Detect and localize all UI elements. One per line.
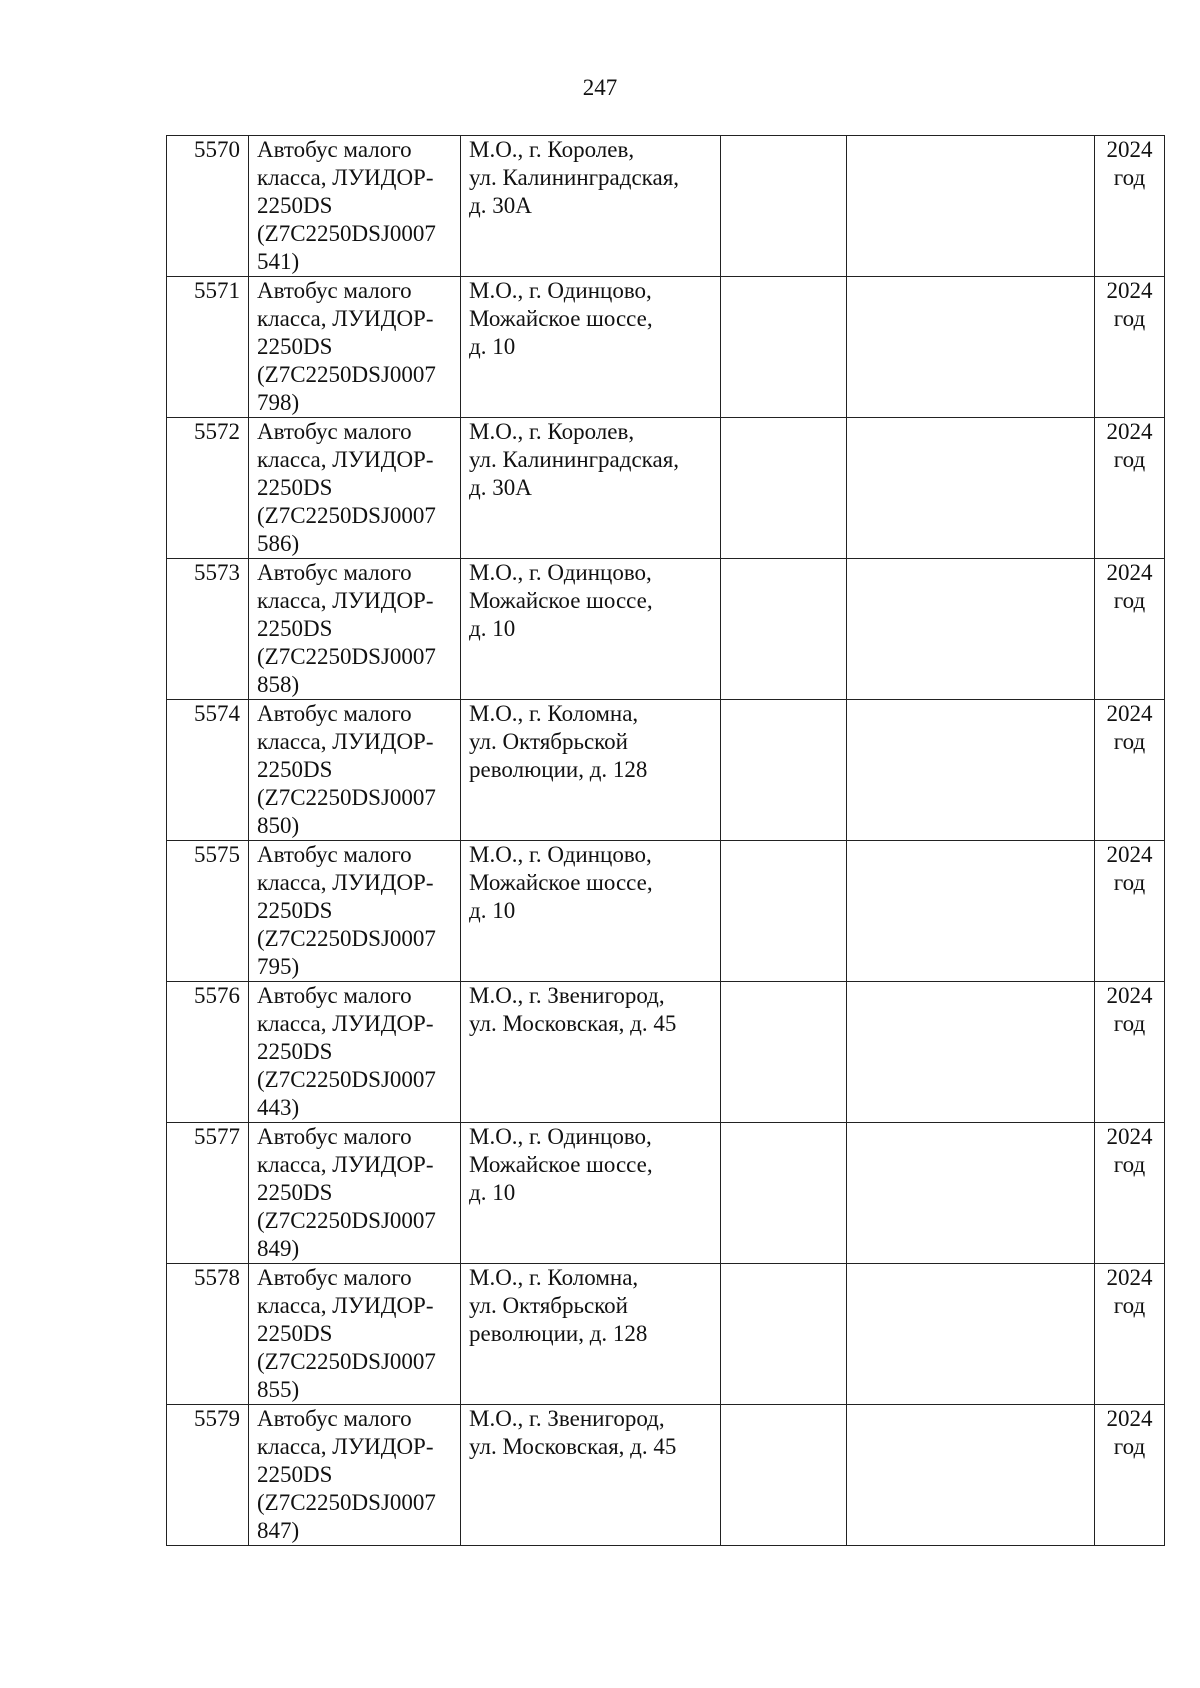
empty-cell [721, 418, 847, 559]
year-cell: 2024 год [1095, 277, 1165, 418]
address-cell: М.О., г. Звенигород, ул. Московская, д. 45 [461, 982, 721, 1123]
table-row [167, 1264, 1165, 1405]
empty-cell [721, 277, 847, 418]
address-cell: М.О., г. Одинцово, Можайское шоссе, д. 10 [461, 841, 721, 982]
empty-cell [721, 1264, 847, 1405]
empty-cell [847, 982, 1095, 1123]
empty-cell [847, 1123, 1095, 1264]
vehicle-cell: Автобус малого класса, ЛУИДОР- 2250DS (Z7C2250DSJ0007 586) [249, 418, 461, 559]
year-cell: 2024 год [1095, 1264, 1165, 1405]
table-row [167, 1123, 1165, 1264]
year-cell: 2024 год [1095, 841, 1165, 982]
empty-cell [721, 1123, 847, 1264]
row-number-cell: 5573 [167, 559, 249, 700]
row-number-cell: 5572 [167, 418, 249, 559]
year-cell: 2024 год [1095, 1405, 1165, 1546]
row-number-cell: 5579 [167, 1405, 249, 1546]
table-row [167, 700, 1165, 841]
empty-cell [721, 559, 847, 700]
empty-cell [721, 1405, 847, 1546]
year-cell: 2024 год [1095, 136, 1165, 277]
year-cell: 2024 год [1095, 982, 1165, 1123]
page-number: 247 [582, 75, 618, 100]
vehicle-cell: Автобус малого класса, ЛУИДОР- 2250DS (Z7C2250DSJ0007 847) [249, 1405, 461, 1546]
table-row [167, 418, 1165, 559]
row-number-cell: 5578 [167, 1264, 249, 1405]
empty-cell [847, 1264, 1095, 1405]
row-number-cell: 5571 [167, 277, 249, 418]
table-row [167, 559, 1165, 700]
vehicle-registry-table [166, 135, 1165, 1546]
vehicle-cell: Автобус малого класса, ЛУИДОР- 2250DS (Z7C2250DSJ0007 858) [249, 559, 461, 700]
year-cell: 2024 год [1095, 700, 1165, 841]
vehicle-cell: Автобус малого класса, ЛУИДОР- 2250DS (Z7C2250DSJ0007 798) [249, 277, 461, 418]
row-number-cell: 5575 [167, 841, 249, 982]
table-row [167, 1405, 1165, 1546]
address-cell: М.О., г. Одинцово, Можайское шоссе, д. 10 [461, 1123, 721, 1264]
table-body [167, 136, 1165, 1546]
row-number-cell: 5574 [167, 700, 249, 841]
empty-cell [721, 841, 847, 982]
address-cell: М.О., г. Одинцово, Можайское шоссе, д. 10 [461, 277, 721, 418]
vehicle-cell: Автобус малого класса, ЛУИДОР- 2250DS (Z7C2250DSJ0007 795) [249, 841, 461, 982]
year-cell: 2024 год [1095, 418, 1165, 559]
empty-cell [721, 136, 847, 277]
row-number-cell: 5577 [167, 1123, 249, 1264]
vehicle-cell: Автобус малого класса, ЛУИДОР- 2250DS (Z7C2250DSJ0007 855) [249, 1264, 461, 1405]
empty-cell [847, 700, 1095, 841]
address-cell: М.О., г. Коломна, ул. Октябрьской революции, д. 128 [461, 700, 721, 841]
empty-cell [847, 418, 1095, 559]
empty-cell [721, 982, 847, 1123]
empty-cell [847, 277, 1095, 418]
vehicle-cell: Автобус малого класса, ЛУИДОР- 2250DS (Z7C2250DSJ0007 850) [249, 700, 461, 841]
vehicle-cell: Автобус малого класса, ЛУИДОР- 2250DS (Z7C2250DSJ0007 541) [249, 136, 461, 277]
table-row [167, 841, 1165, 982]
vehicle-cell: Автобус малого класса, ЛУИДОР- 2250DS (Z7C2250DSJ0007 849) [249, 1123, 461, 1264]
empty-cell [847, 841, 1095, 982]
year-cell: 2024 год [1095, 1123, 1165, 1264]
address-cell: М.О., г. Королев, ул. Калининградская, д. 30А [461, 136, 721, 277]
address-cell: М.О., г. Королев, ул. Калининградская, д. 30А [461, 418, 721, 559]
year-cell: 2024 год [1095, 559, 1165, 700]
empty-cell [847, 1405, 1095, 1546]
row-number-cell: 5570 [167, 136, 249, 277]
table-row [167, 277, 1165, 418]
empty-cell [847, 136, 1095, 277]
row-number-cell: 5576 [167, 982, 249, 1123]
address-cell: М.О., г. Коломна, ул. Октябрьской революции, д. 128 [461, 1264, 721, 1405]
table-row [167, 136, 1165, 277]
vehicle-cell: Автобус малого класса, ЛУИДОР- 2250DS (Z7C2250DSJ0007 443) [249, 982, 461, 1123]
table-row [167, 982, 1165, 1123]
address-cell: М.О., г. Одинцово, Можайское шоссе, д. 10 [461, 559, 721, 700]
empty-cell [847, 559, 1095, 700]
empty-cell [721, 700, 847, 841]
address-cell: М.О., г. Звенигород, ул. Московская, д. 45 [461, 1405, 721, 1546]
